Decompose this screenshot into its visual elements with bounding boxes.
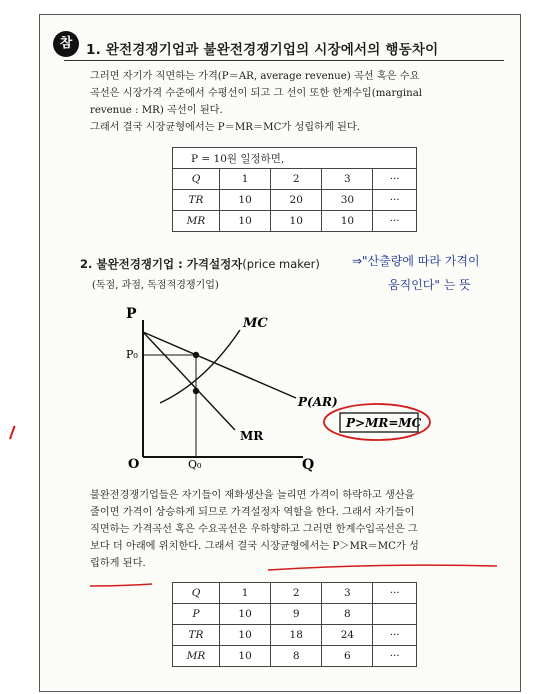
ar-label: P(AR) bbox=[298, 395, 338, 409]
body-paragraph bbox=[90, 487, 490, 572]
body-line-5: 립하게 된다. bbox=[90, 558, 146, 569]
table1-row-head: MR bbox=[173, 211, 220, 232]
table1-cell: 10 bbox=[220, 211, 271, 232]
table1-cell: 10 bbox=[271, 211, 322, 232]
section-2-title-text: 2. 불완전경쟁기업 : 가격설정자 bbox=[80, 257, 243, 271]
table2-cell: 8 bbox=[322, 604, 373, 625]
table1-cell: ··· bbox=[373, 169, 417, 190]
table2-cell: 2 bbox=[271, 583, 322, 604]
intro-line-2: 곡선은 시장가격 수준에서 수평선이 되고 그 선이 또한 한계수입(marginal bbox=[90, 88, 423, 99]
table2-row-head: Q bbox=[173, 583, 220, 604]
inequality-text: P>MR=MC bbox=[346, 416, 422, 430]
table2-cell: 18 bbox=[271, 625, 322, 646]
price-point bbox=[193, 352, 199, 358]
table1-cell: ··· bbox=[373, 211, 417, 232]
table1-caption: P = 10원 일정하면, bbox=[173, 148, 417, 169]
table-row bbox=[173, 646, 417, 667]
table2-cell: 1 bbox=[220, 583, 271, 604]
table2-cell: 9 bbox=[271, 604, 322, 625]
section-2-title-en: (price maker) bbox=[242, 257, 320, 271]
table1-cell: 3 bbox=[322, 169, 373, 190]
intro-line-1: 그러면 자기가 직면하는 가격(P＝AR, average revenue) 곡선 혹은 수요 bbox=[90, 71, 420, 82]
table2-row-head: P bbox=[173, 604, 220, 625]
imperfect-competition-table bbox=[172, 582, 417, 667]
table2-cell: 8 bbox=[271, 646, 322, 667]
mr-label: MR bbox=[240, 429, 264, 443]
table2-row-head: TR bbox=[173, 625, 220, 646]
table2-cell bbox=[373, 604, 417, 625]
table1-cell: 2 bbox=[271, 169, 322, 190]
table2-cell: 3 bbox=[322, 583, 373, 604]
demand-curve-ar bbox=[143, 332, 296, 398]
table1-cell: ··· bbox=[373, 190, 417, 211]
origin-label: O bbox=[128, 457, 140, 472]
table1-cell: 10 bbox=[220, 190, 271, 211]
table2-cell: 10 bbox=[220, 625, 271, 646]
table1-cell: 30 bbox=[322, 190, 373, 211]
table2-cell: ··· bbox=[373, 646, 417, 667]
table-row bbox=[173, 625, 417, 646]
intro-line-4: 그래서 결국 시장균형에서는 P＝MR＝MC가 성립하게 된다. bbox=[90, 122, 360, 133]
marginal-revenue-curve bbox=[143, 332, 235, 430]
table2-cell: ··· bbox=[373, 625, 417, 646]
table2-cell: 6 bbox=[322, 646, 373, 667]
table2-row-head: MR bbox=[173, 646, 220, 667]
price-tick-label: P₀ bbox=[126, 348, 138, 361]
quantity-tick-label: Q₀ bbox=[188, 458, 202, 471]
table1-cell: 1 bbox=[220, 169, 271, 190]
section-heading: 1. 완전경쟁기업과 불완전경쟁기업의 시장에서의 행동차이 bbox=[86, 42, 439, 58]
mr-mc-intersection bbox=[193, 388, 199, 394]
table1-row-head: TR bbox=[173, 190, 220, 211]
table2-cell: ··· bbox=[373, 583, 417, 604]
section-2-subtitle: (독점, 과점, 독점적경쟁기업) bbox=[92, 280, 219, 291]
table1-cell: 20 bbox=[271, 190, 322, 211]
body-line-1: 불완전경쟁기업들은 자기들이 재화생산을 늘리면 가격이 하락하고 생산을 bbox=[90, 490, 415, 501]
table-row bbox=[173, 604, 417, 625]
intro-line-3: revenue : MR) 곡선이 된다. bbox=[90, 105, 223, 116]
x-axis-label: Q bbox=[302, 457, 315, 473]
table2-cell: 24 bbox=[322, 625, 373, 646]
table2-cell: 10 bbox=[220, 646, 271, 667]
section-badge: 참 bbox=[53, 31, 79, 57]
table-row bbox=[173, 583, 417, 604]
body-line-3: 직면하는 가격곡선 혹은 수요곡선은 우하향하고 그러면 한계수입곡선은 그 bbox=[90, 524, 418, 535]
red-underline-2 bbox=[90, 584, 152, 586]
table1-cell: 10 bbox=[322, 211, 373, 232]
handwritten-note-line-2: 움직인다" 는 뜻 bbox=[388, 278, 471, 292]
table2-cell: 10 bbox=[220, 604, 271, 625]
y-axis-label: P bbox=[126, 306, 137, 322]
handwritten-note-line-1: ⇒"산출량에 따라 가격이 bbox=[352, 254, 480, 268]
mc-label: MC bbox=[243, 316, 268, 331]
body-line-4: 보다 더 아래에 위치한다. 그래서 결국 시장균형에서는 P＞MR＝MC가 성 bbox=[90, 541, 419, 552]
table1-row-head: Q bbox=[173, 169, 220, 190]
body-line-2: 줄이면 가격이 상승하게 되므로 가격설정자 역할을 한다. 그래서 자기들이 bbox=[90, 507, 415, 518]
